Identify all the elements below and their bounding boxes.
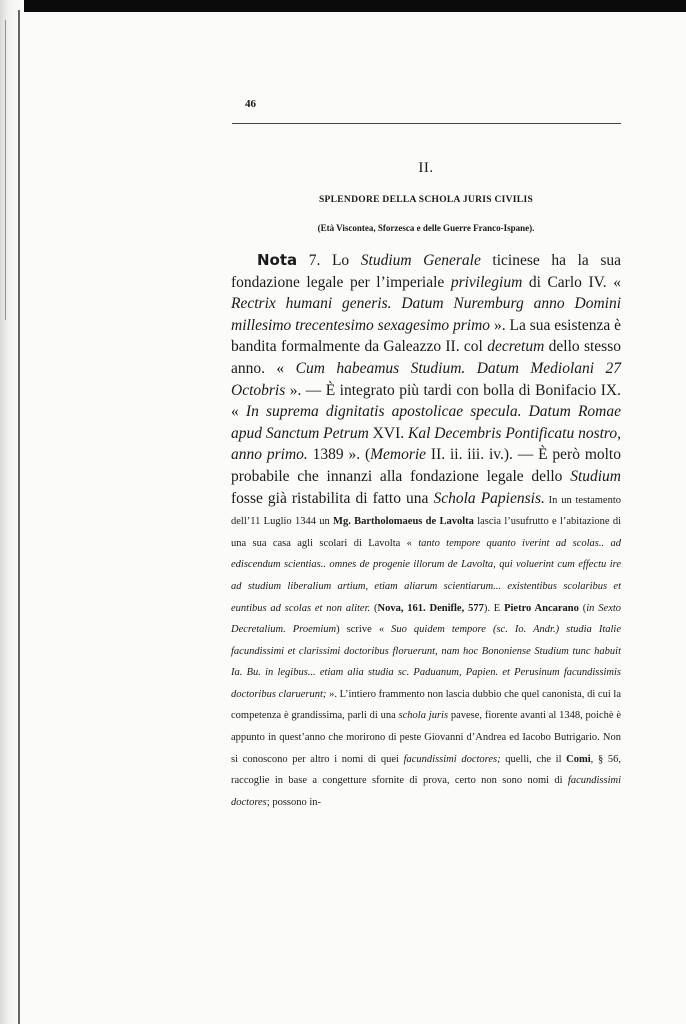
text-run: ». L’intiero frammento non lascia dubbio che quel canonista, di cui la competenza è grandissima, parli di una [231,688,621,722]
text-run: ticinese ha la sua fondazione legale per l’imperiale [231,252,622,291]
text-run: facundissimi doctores [231,775,621,808]
nota-label: Nota [257,251,298,269]
chapter-number: II. [418,160,434,176]
nota-paragraph [231,250,621,811]
header-rule [232,123,621,124]
text-run: ». La sua esistenza è bandita formalmente da Galeazzo II. col [231,316,621,356]
text-run: Mg. Bartholomaeus de Lavolta [333,516,474,528]
scan-top-edge [0,0,686,12]
text-run: Memorie [370,446,427,464]
text-run: In un testamento dell’11 Luglio 1344 un [231,494,621,528]
text-run: decretum [487,338,545,356]
book-spine-shadow [0,0,24,1024]
text-run: In suprema dignitatis apostolicae specula. Datum Romae apud Sanctum Petrum [231,403,621,442]
text-run: Rectrix humani generis. Datum Nuremburg anno Domini millesimo trecentesimo sexagesimo primo [231,295,621,334]
text-run: Suo quidem tempore (sc. Io. Andr.) studia Italie facundissimi et clarissimi doctoribus floruerunt, nam hoc Bononiense Studium tunc habuit Ia. Bu. in legibus... etiam alia studia sc. Paduanum, Papien. et Perusinum facundissimis doctoribus claruerunt; [231,624,622,700]
text-run: lascia l’usufrutto e l’abitazione di una sua casa agli scolari di Lavolta « [231,516,621,549]
text-run: Schola Papiensis. [433,489,545,507]
text-run: Studium Generale [360,252,481,269]
book-spine-line [18,10,20,1024]
text-run: pavese, fiorente avanti al 1348, poichè è appunto in quest’anno che morirono di peste Giovanni d’Andrea ed Iacobo Butrigario. Non si conoscono per altro i nomi di quei [231,710,622,765]
text-run: Kal Decembris Pontificatu nostro [408,424,618,442]
page-text [231,160,621,811]
text-run: schola juris [398,710,449,722]
text-run: quelli, che il [500,753,567,765]
text-run: ; possono in- [266,796,322,808]
text-run: facundissimi doctores; [403,753,501,765]
text-run: in Sexto Decretalium. Proemium [231,602,622,636]
text-run: di Carlo IV. « [522,273,621,291]
text-run: Pietro Ancarano [504,602,579,614]
text-run: Nova, 161. Denifle, 577 [377,602,484,614]
text-run: Studium [570,467,621,485]
note-text [231,495,621,808]
book-spine-line-2 [5,20,6,320]
page-number: 46 [245,98,256,110]
text-run: ) scrive « [336,624,392,636]
text-run: ». — È integrato più tardi con bolla di Bonifacio IX. « [231,381,621,421]
text-run: tanto tempore quanto iverint ad scolas.. ad ediscendum scientias.. omnes de progenie illorum de Lavolta, qui voluerint cum effectu ire ad studium liberalium artium, etiam aliarum scientiarum... existentibus scolaribus et euntibus ad scolas et non aliter. [231,537,621,614]
text-run: , § 56, raccoglie in base a congetture sfornite di prova, certo non sono nomi di [231,753,621,787]
text-run: Comi [566,753,591,765]
text-run: ( [370,602,378,614]
text-run: dello stesso anno. « [231,338,621,377]
text-run: II. ii. iii. iv.). — È però molto probabile che innanzi alla fondazione legale dello [231,446,621,485]
chapter-subtitle: (Età Viscontea, Sforzesca e delle Guerre Franco-Ispane). [317,223,535,233]
text-run: ( [578,602,587,614]
text-run: 1389 ». ( [307,446,371,464]
chapter-title: SPLENDORE DELLA SCHOLA JURIS CIVILIS [318,195,534,205]
text-run: 7. Lo [297,252,361,269]
text-run: Cum habeamus Studium. Datum Mediolani 27 Octobris [231,359,621,399]
text-run: ). E [483,602,505,614]
text-run: anno primo. [231,446,308,464]
text-run: privilegium [450,273,523,291]
text-run: XVI. [368,424,408,442]
text-run: fosse già ristabilita di fatto una [231,489,434,507]
text-run: , [617,424,621,442]
